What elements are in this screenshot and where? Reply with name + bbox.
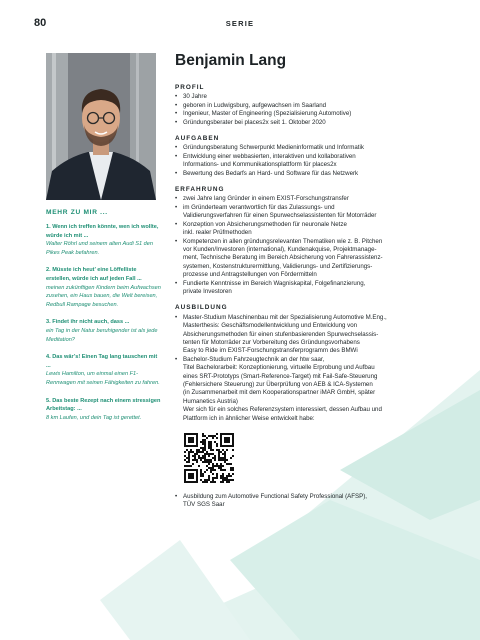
- qr-code-icon[interactable]: [184, 433, 234, 483]
- qa-item: [46, 353, 161, 387]
- sidebar: [46, 209, 161, 431]
- answer: ein Tag in der Natur beruhigender ist als jede Meditation?: [46, 327, 158, 343]
- section-label: SERIE: [225, 19, 255, 28]
- profil-item: • Gründungsberater bei places2x seit 1. Oktober 2020: [175, 119, 455, 127]
- answer: Lewis Hamilton, um einmal einen F1-Rennwagen mit seinen Fähigkeiten zu fahren.: [46, 371, 160, 386]
- aufgaben-item: • Entwicklung einer webbasierten, interaktiven und kollaborativen Informations- und Kommunikationsplattform für places2x: [175, 153, 455, 170]
- profil-item: • Ingenieur, Master of Engineering (Spezialisierung Automotive): [175, 110, 455, 118]
- ausbildung-list: [175, 314, 455, 423]
- question: 4. Das wär’s! Einen Tag lang tauschen mit ...: [46, 354, 158, 369]
- qa-item: [46, 397, 161, 423]
- ausbildung-item: • Bachelor-Studium Fahrzeugtechnik an der htw saar, Titel Bachelorarbeit: Konzeptionierung, virtuelle Erprobung und Aufbau eines SRT-Prototyps (Smart-Reference-Target) mit Fail-Safe-Steuerung (Fehlersichere Steuerung) zur Überprüfung von AEB & ICA-Systemen (in Zusammenarbeit mit dem Kooperationspartner iMAR GmbH, später Humanetics Austria) Wer sich für ein solches Referenzsystem interessiert, dessen Aufbau und Plattform ich in ähnlicher Weise entwickelt habe:: [175, 356, 455, 423]
- question: 1. Wenn ich treffen könnte, wen ich wollte, würde ich mit ...: [46, 224, 159, 239]
- profil-item: • geboren in Ludwigsburg, aufgewachsen im Saarland: [175, 102, 455, 110]
- portrait-photo: [46, 53, 156, 200]
- qa-item: [46, 266, 161, 309]
- qa-item: [46, 223, 161, 257]
- erfahrung-list: [175, 195, 455, 296]
- erfahrung-item: • zwei Jahre lang Gründer in einem EXIST-Forschungstransfer: [175, 195, 455, 203]
- person-name: Benjamin Lang: [175, 52, 287, 69]
- profil-list: [175, 93, 455, 127]
- aufgaben-heading: AUFGABEN: [175, 135, 220, 143]
- page-number: 80: [34, 17, 47, 29]
- ausbildung-item: • Master-Studium Maschinenbau mit der Spezialisierung Automotive M.Eng., Masterthesis: Geschäftsmodellentwicklung und Entwicklung von Absicherungsmethoden für einen stufenbasierenden Spurwechselassis- tenten für Motorräder zur Vorbereitung des Gründungsvorhabens Easy to Ride im EXIST-Forschungstransferprogramm des BMWi: [175, 314, 455, 356]
- profil-heading: PROFIL: [175, 84, 205, 91]
- erfahrung-heading: ERFAHRUNG: [175, 186, 225, 194]
- profile-content: [175, 84, 455, 510]
- aufgaben-item: • Gründungsberatung Schwerpunkt Medieninformatik und Informatik: [175, 144, 455, 152]
- answer: 8 km Laufen, und dein Tag ist gerettet.: [46, 414, 142, 421]
- ausbildung-extra-list: [175, 493, 455, 510]
- ausbildung-heading: AUSBILDUNG: [175, 304, 228, 312]
- erfahrung-item: • im Gründerteam verantwortlich für das Zulassungs- und Validierungsverfahren für einen Spurwechselassistenten für Motorräder: [175, 204, 455, 221]
- erfahrung-item: • Konzeption von Absicherungsmethoden für neuronale Netze inkl. realer Prüfmethoden: [175, 221, 455, 238]
- answer: Walter Röhrl und seinem alten Audi S1 den Pikes Peak befahren.: [46, 241, 153, 256]
- question: 2. Müsste ich heut’ eine Löffelliste erstellen, würde ich auf jeden Fall ...: [46, 267, 142, 282]
- answer: meinen zukünftigen Kindern beim Aufwachsen zusehen, ein Haus bauen, die Welt bereisen, Redbull Rampage besuchen.: [46, 284, 161, 308]
- qa-item: [46, 318, 161, 344]
- erfahrung-item: • Fundierte Kenntnisse im Bereich Wagniskapital, Folgefinanzierung, private Investoren: [175, 280, 455, 297]
- question: 3. Findet ihr nicht auch, dass ...: [46, 319, 130, 326]
- sidebar-heading: MEHR ZU MIR ...: [46, 209, 108, 216]
- ausbildung-item: • Ausbildung zum Automotive Functional Safety Professional (AFSP), TÜV SGS Saar: [175, 493, 455, 510]
- question: 5. Das beste Rezept nach einem stressigen Arbeitstag: ...: [46, 397, 161, 413]
- aufgaben-item: • Bewertung des Bedarfs an Hard- und Software für das Netzwerk: [175, 170, 455, 178]
- profil-item: • 30 Jahre: [175, 93, 455, 101]
- erfahrung-item: • Kompetenzen in allen gründungsrelevanten Thematiken wie z. B. Pitchen vor Kunden/Investoren (international), Kundenakquise, Projektmanage- ment, Technische Beratung im Bereich Absicherung von Fahrerassistenz- systemen, Kostenstrukturermittlung, Validierungs- und Zertifizierungs- prozesse und Antragstellungen von Fördermitteln: [175, 238, 455, 280]
- aufgaben-list: [175, 144, 455, 178]
